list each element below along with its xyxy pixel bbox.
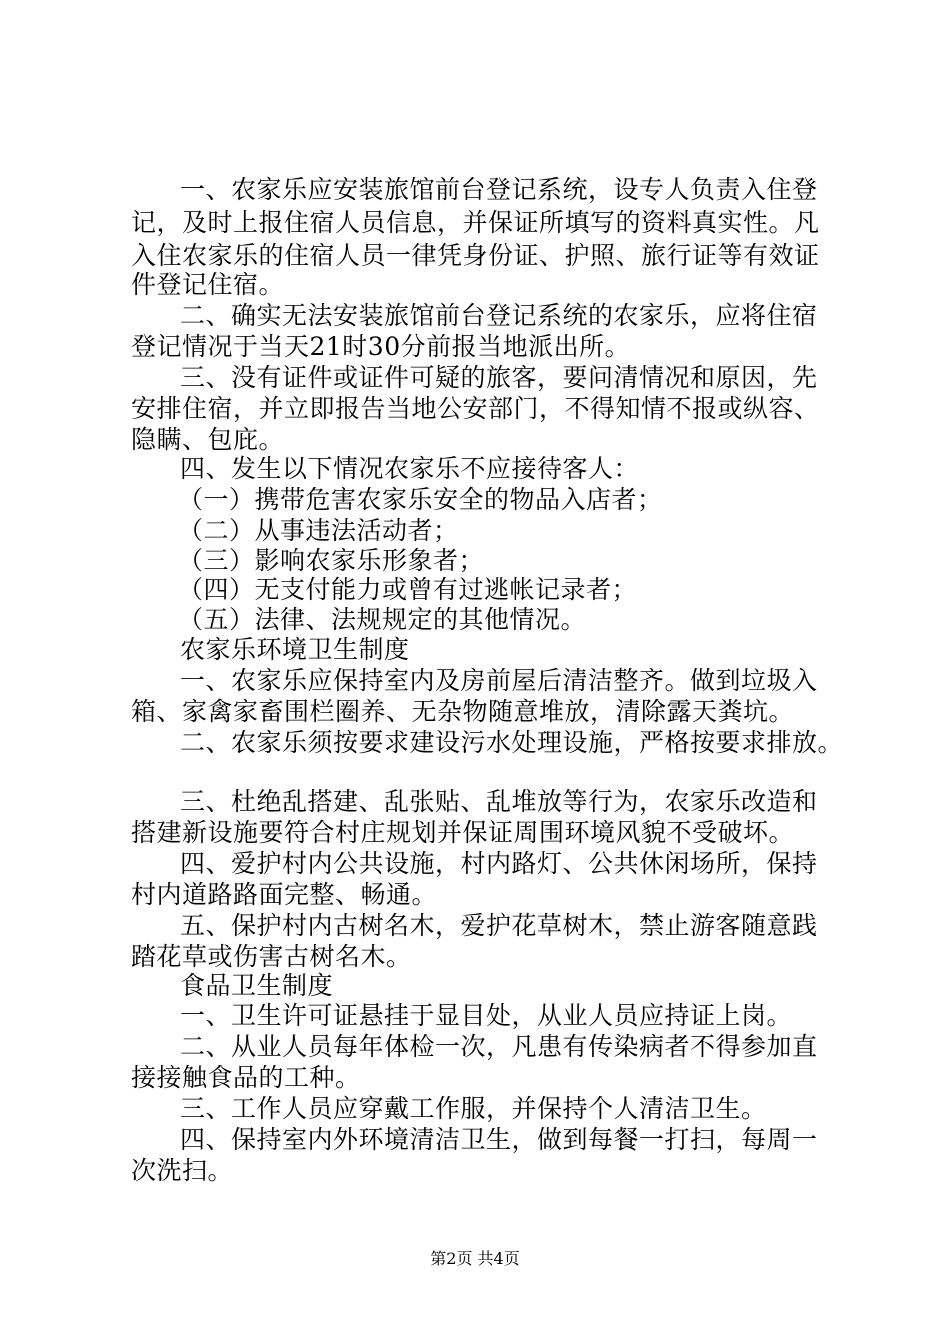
text-line: 三、没有证件或证件可疑的旅客，要问清情况和原因，先 bbox=[180, 363, 818, 392]
text-line: 一、农家乐应保持室内及房前屋后清洁整齐。做到垃圾入 bbox=[180, 666, 818, 695]
text-line: 搭建新设施要符合村庄规划并保证周围环境风貌不受破坏。 bbox=[131, 818, 795, 847]
text-line: 四、保持室内外环境清洁卫生，做到每餐一打扫，每周一 bbox=[180, 1125, 818, 1154]
text-line: 入住农家乐的住宿人员一律凭身份证、护照、旅行证等有效证 bbox=[131, 241, 820, 270]
text-line: 一、卫生许可证悬挂于显目处，从业人员应持证上岗。 bbox=[180, 1001, 793, 1030]
page-number-footer: 第2页 共4页 bbox=[430, 1249, 520, 1268]
text-line: （一）携带危害农家乐安全的物品入店者； bbox=[178, 485, 663, 514]
text-line: 五、保护村内古树名木，爱护花草树木，禁止游客随意践 bbox=[180, 911, 818, 940]
text-line: 三、杜绝乱搭建、乱张贴、乱堆放等行为，农家乐改造和 bbox=[180, 787, 818, 816]
text-line: 记，及时上报住宿人员信息，并保证所填写的资料真实性。凡 bbox=[131, 208, 820, 237]
text-line: 次洗扫。 bbox=[131, 1156, 234, 1185]
text-line: 箱、家禽家畜围栏圈养、无杂物随意堆放，清除露天粪坑。 bbox=[131, 697, 795, 726]
text-line: 三、工作人员应穿戴工作服，并保持个人清洁卫生。 bbox=[180, 1094, 767, 1123]
text-line: 一、农家乐应安装旅馆前台登记系统，设专人负责入住登 bbox=[180, 175, 818, 204]
text-line: 踏花草或伤害古树名木。 bbox=[131, 942, 412, 971]
text-line: 安排住宿，并立即报告当地公安部门，不得知情不报或纵容、 bbox=[131, 394, 820, 423]
text-line: 二、确实无法安装旅馆前台登记系统的农家乐，应将住宿 bbox=[180, 301, 818, 330]
text-line: 四、爱护村内公共设施，村内路灯、公共休闲场所，保持 bbox=[180, 849, 818, 878]
section-heading: 农家乐环境卫生制度 bbox=[180, 635, 410, 664]
text-line: 隐瞒、包庇。 bbox=[131, 425, 285, 454]
text-line: （三）影响农家乐形象者； bbox=[178, 546, 485, 575]
text-line: （五）法律、法规规定的其他情况。 bbox=[178, 605, 587, 634]
text-line: 二、农家乐须按要求建设污水处理设施，严格按要求排放。 bbox=[180, 728, 844, 757]
text-line: （四）无支付能力或曾有过逃帐记录者； bbox=[178, 575, 638, 604]
text-line: 件登记住宿。 bbox=[131, 270, 285, 299]
text-line: 村内道路路面完整、畅通。 bbox=[131, 880, 438, 909]
text-line: （二）从事违法活动者； bbox=[178, 516, 459, 545]
text-line: 登记情况于当天21时30分前报当地派出所。 bbox=[131, 332, 631, 361]
text-line: 二、从业人员每年体检一次，凡患有传染病者不得参加直 bbox=[180, 1032, 818, 1061]
text-line: 四、发生以下情况农家乐不应接待客人： bbox=[180, 454, 640, 483]
section-heading: 食品卫生制度 bbox=[180, 971, 334, 1000]
text-line: 接接触食品的工种。 bbox=[131, 1063, 361, 1092]
